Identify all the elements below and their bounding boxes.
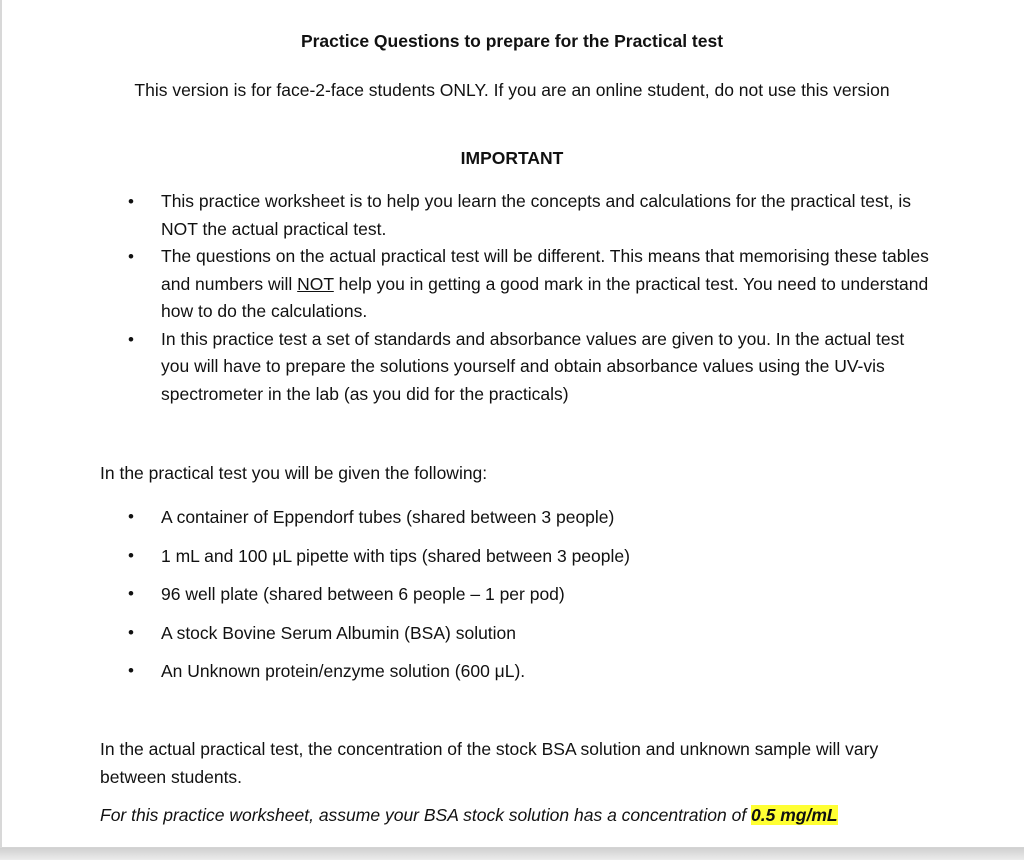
- underlined-not: NOT: [297, 273, 334, 294]
- list-item: [0, 544, 1024, 583]
- list-item: [0, 243, 1024, 326]
- item-text: 1 mL and 100 μL pipette with tips (shared between 3 people): [161, 545, 630, 566]
- page-bottom-shadow: [0, 848, 1024, 860]
- bullet-icon: •: [128, 247, 134, 266]
- item-text: 96 well plate (shared between 6 people – 1 per pod): [161, 584, 565, 605]
- bullet-text-part: The questions on the actual practical test will be different. This means that memorising these tables and numbers will: [161, 246, 929, 294]
- item-text: A container of Eppendorf tubes (shared between 3 people): [161, 507, 615, 527]
- list-item: [0, 188, 1024, 243]
- bullet-icon: •: [128, 329, 134, 349]
- list-item: [0, 582, 1024, 621]
- bullet-text: In this practice test a set of standards and absorbance values are given to you. In the actual test you will have to prepare the solutions yourself and obtain absorbance values using the UV-vis spectrometer in the lab (as you did for the practicals): [161, 328, 905, 404]
- bullet-icon: •: [128, 192, 134, 211]
- version-notice: This version is for face-2-face students ONLY. If you are an online student, do not use this version: [134, 80, 890, 100]
- bullet-icon: •: [128, 622, 134, 642]
- vary-paragraph: In the actual practical test, the concentration of the stock BSA solution and unknown sample will vary between students.: [100, 739, 879, 787]
- list-item: [0, 505, 1024, 544]
- item-text: A stock Bovine Serum Albumin (BSA) solution: [161, 622, 517, 643]
- bullet-text-part: help you in getting a good mark in the practical test. You need to understand how to do the calculations.: [161, 273, 929, 321]
- bullet-icon: •: [128, 661, 134, 681]
- bullet-icon: •: [128, 507, 134, 526]
- list-item: [0, 326, 1024, 409]
- given-items-list: [0, 505, 1024, 698]
- assume-text: For this practice worksheet, assume your BSA stock solution has a concentration of: [100, 805, 752, 825]
- assume-paragraph: [100, 805, 838, 826]
- bullet-text: This practice worksheet is to help you learn the concepts and calculations for the practical test, is NOT the actual practical test.: [161, 191, 911, 239]
- list-item: [0, 659, 1024, 698]
- bullet-icon: •: [128, 545, 134, 565]
- bullet-icon: •: [128, 584, 134, 604]
- important-heading: IMPORTANT: [460, 148, 564, 168]
- important-bullet-list: [0, 188, 1024, 408]
- document-title: Practice Questions to prepare for the Practical test: [300, 31, 724, 51]
- item-text: An Unknown protein/enzyme solution (600 μL).: [161, 661, 526, 682]
- highlighted-concentration: 0.5 mg/mL: [751, 805, 838, 825]
- given-intro: In the practical test you will be given the following:: [100, 463, 488, 483]
- page-left-edge: [0, 0, 2, 848]
- list-item: [0, 621, 1024, 660]
